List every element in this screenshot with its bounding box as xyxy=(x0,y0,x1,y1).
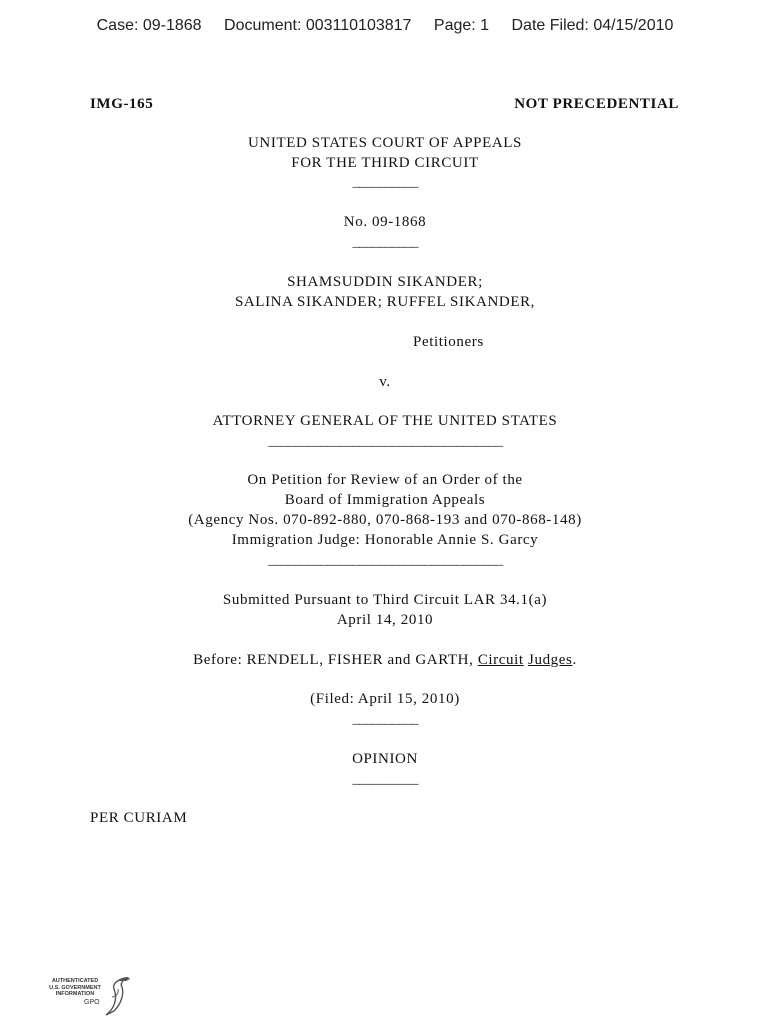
seal-line: U.S. GOVERNMENT xyxy=(49,984,101,991)
parties-line2: SALINA SIKANDER; RUFFEL SIKANDER, xyxy=(234,294,536,310)
precedential-status: NOT PRECEDENTIAL xyxy=(514,96,679,112)
petition-line1: On Petition for Review of an Order of the xyxy=(247,472,523,488)
per-curiam: PER CURIAM xyxy=(90,810,188,826)
panel-judges-names: Before: RENDELL, FISHER and GARTH, xyxy=(193,652,478,668)
opinion-heading: OPINION xyxy=(352,751,418,767)
seal-line: INFORMATION xyxy=(55,991,95,997)
date-filed-header: Date Filed: 04/15/2010 xyxy=(511,17,674,34)
circuit-word: Circuit xyxy=(477,652,524,668)
court-name-line1: UNITED STATES COURT OF APPEALS xyxy=(248,135,522,151)
submitted-line1: Submitted Pursuant to Third Circuit LAR 34.1(a) xyxy=(222,592,548,608)
case-number-header: Case: 09-1868 xyxy=(96,17,202,34)
judges-word: Judges xyxy=(528,652,573,668)
case-number: No. 09-1868 xyxy=(343,214,427,230)
docket-header xyxy=(0,17,770,35)
seal-line: AUTHENTICATED xyxy=(51,978,99,984)
submitted-date: April 14, 2010 xyxy=(336,612,434,628)
panel-period: . xyxy=(572,652,577,668)
short-rule: __________ xyxy=(352,711,418,727)
eagle-icon xyxy=(44,975,134,1019)
short-rule: __________ xyxy=(352,234,418,250)
short-rule: __________ xyxy=(352,771,418,787)
gpo-text: GPO xyxy=(84,999,100,1006)
panel-judges xyxy=(0,652,770,669)
img-number: IMG-165 xyxy=(90,96,154,112)
immigration-judge: Immigration Judge: Honorable Annie S. Garcy xyxy=(231,532,539,548)
document-number-header: Document: 003110103817 xyxy=(224,17,412,34)
short-rule: __________ xyxy=(352,174,418,190)
petition-line2: Board of Immigration Appeals xyxy=(284,492,486,508)
page-number-header: Page: 1 xyxy=(433,17,490,34)
agency-numbers: (Agency Nos. 070-892-880, 070-868-193 and 070-868-148) xyxy=(188,512,582,528)
filed-date: (Filed: April 15, 2010) xyxy=(310,691,460,707)
long-rule: ____________________________________ xyxy=(268,433,502,449)
parties-line1: SHAMSUDDIN SIKANDER; xyxy=(287,274,483,290)
long-rule: ____________________________________ xyxy=(268,552,502,568)
gpo-authentication-seal xyxy=(44,975,134,1019)
versus: v. xyxy=(379,374,391,390)
petitioners-label: Petitioners xyxy=(413,334,484,350)
respondent: ATTORNEY GENERAL OF THE UNITED STATES xyxy=(212,413,558,429)
court-name-line2: FOR THE THIRD CIRCUIT xyxy=(291,155,479,171)
